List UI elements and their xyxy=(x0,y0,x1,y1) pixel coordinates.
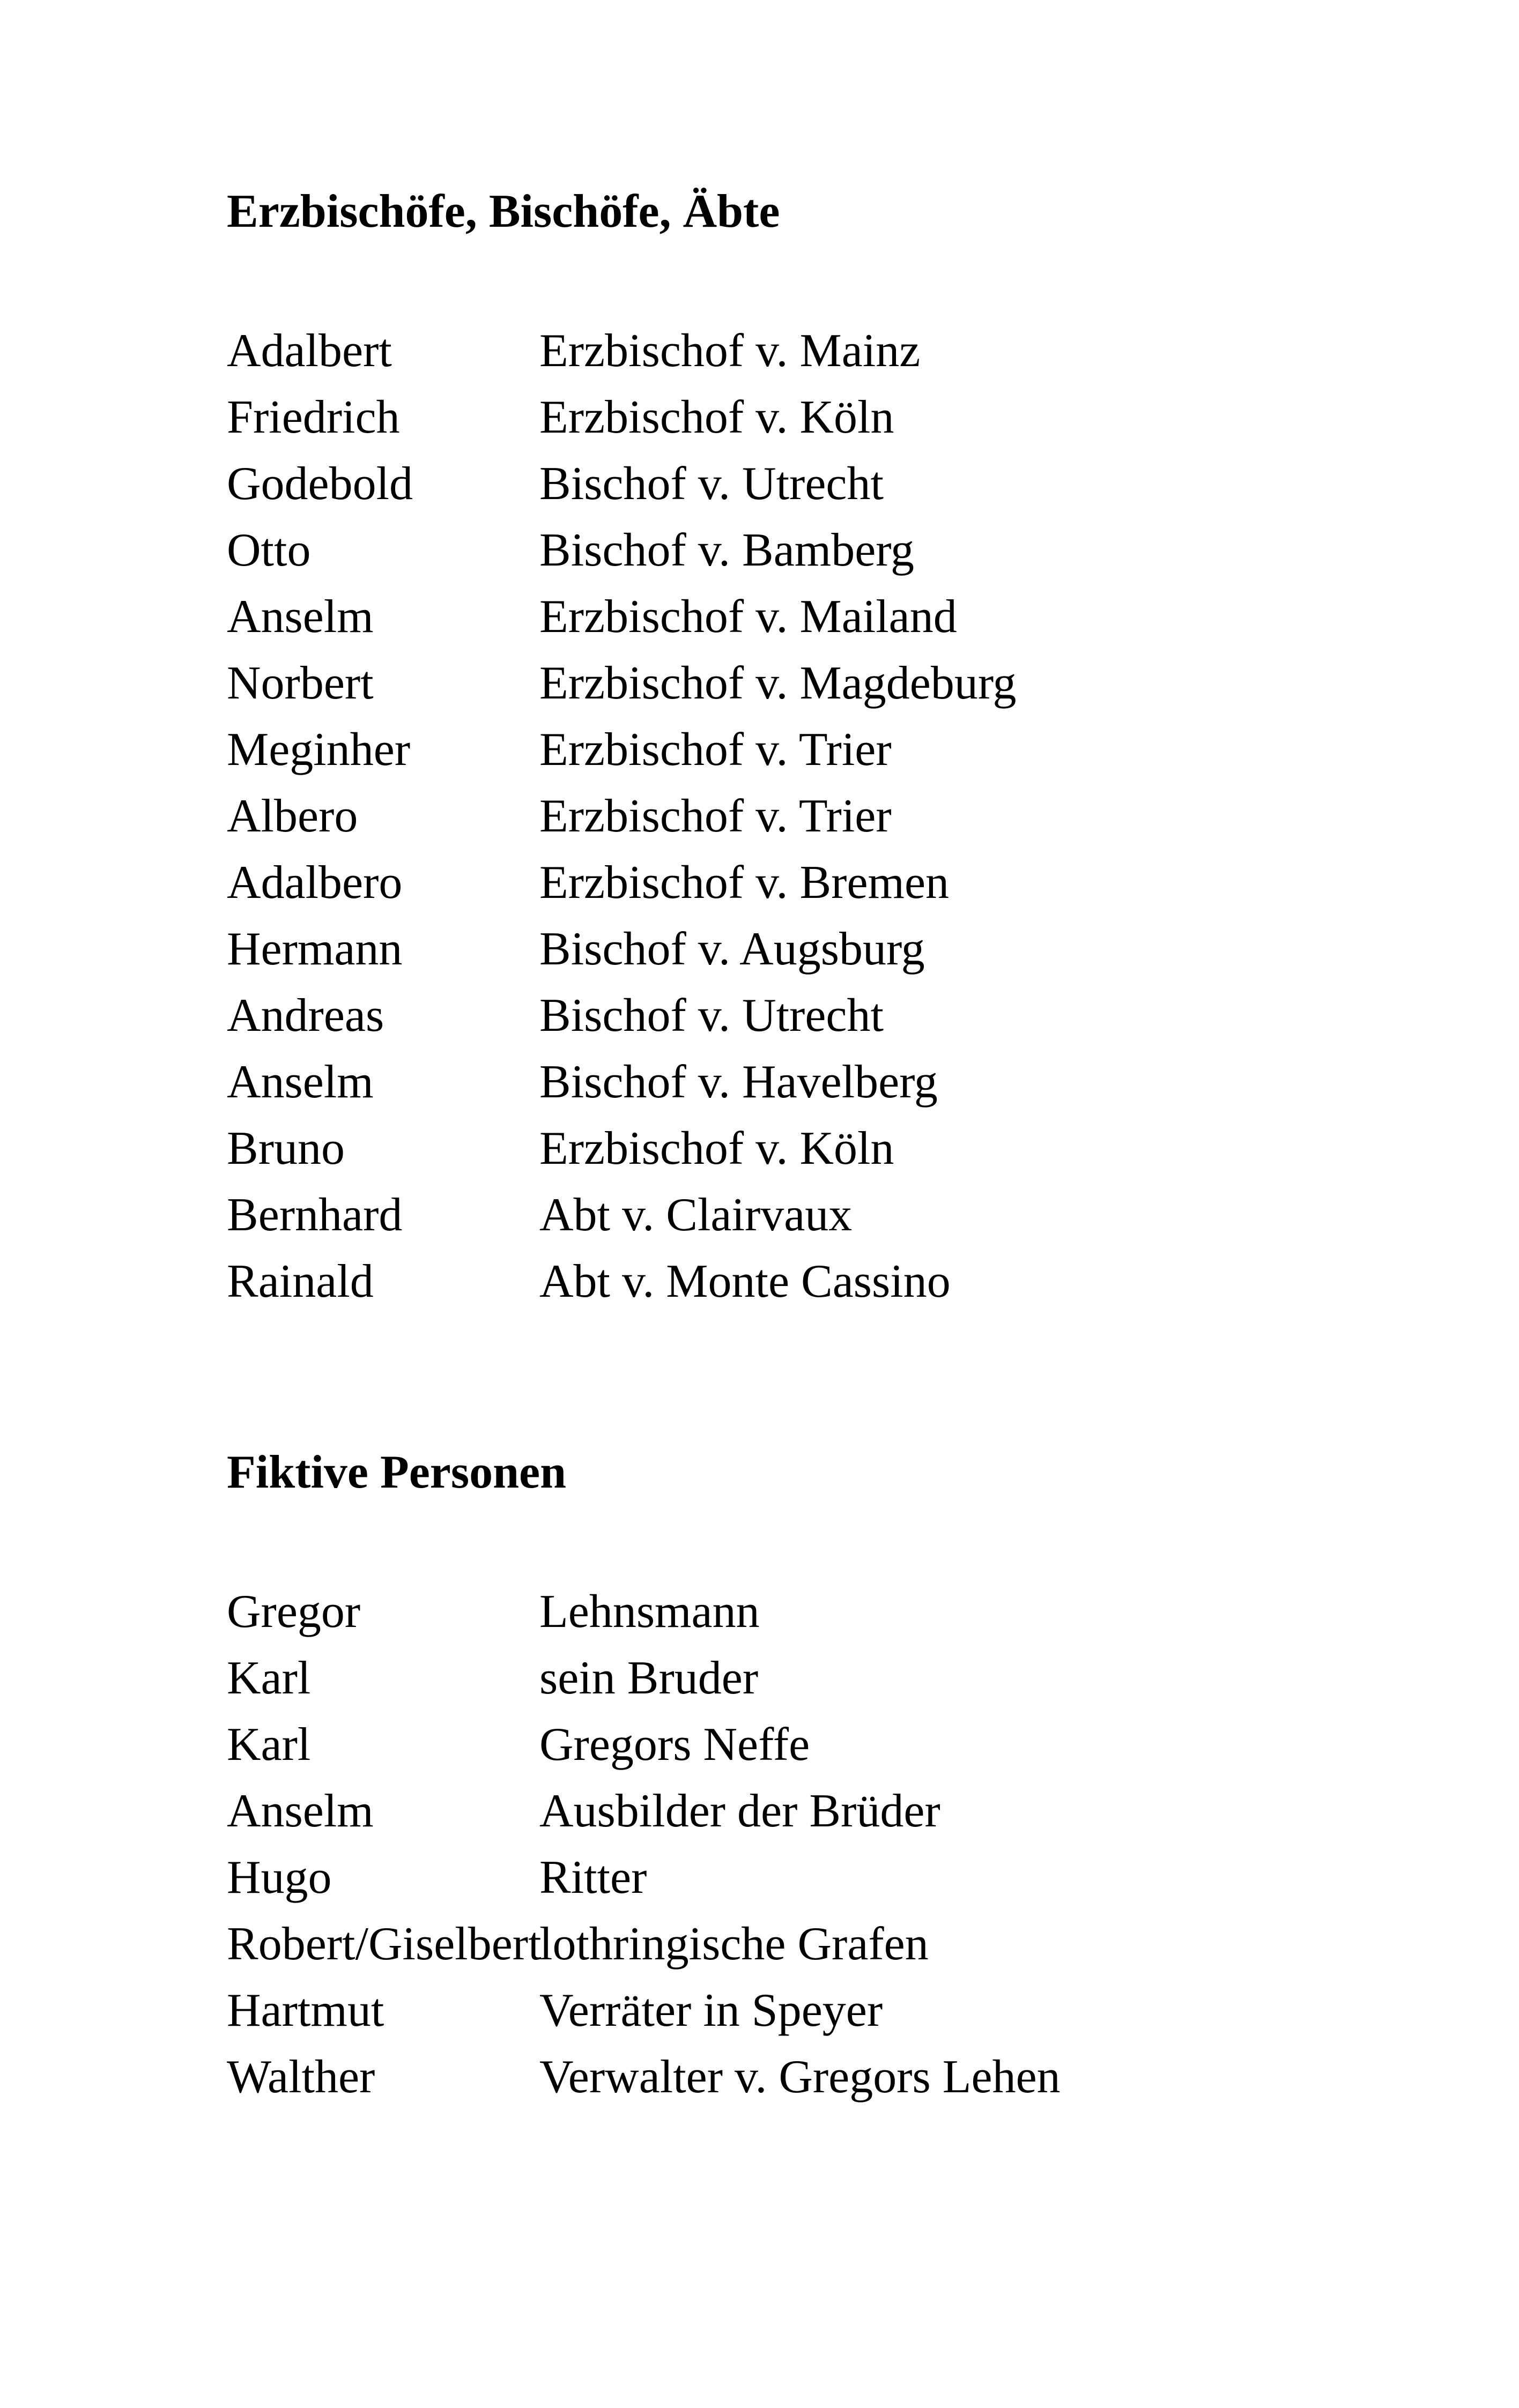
person-list xyxy=(227,318,1017,1315)
person-title: Bischof v. Augsburg xyxy=(539,923,925,975)
person-name: Walther xyxy=(227,2051,375,2103)
list-item xyxy=(227,717,1017,783)
person-title: Erzbischof v. Köln xyxy=(539,1123,894,1175)
list-item xyxy=(227,783,1017,850)
person-name: Godebold xyxy=(227,458,413,510)
person-title: Bischof v. Utrecht xyxy=(539,990,884,1042)
list-item xyxy=(227,983,1017,1049)
list-item xyxy=(227,1116,1017,1182)
person-name: Hermann xyxy=(227,923,403,975)
person-name: Hugo xyxy=(227,1852,332,1904)
list-item xyxy=(227,650,1017,717)
person-name: Anselm xyxy=(227,1785,374,1837)
person-name: Friedrich xyxy=(227,391,400,443)
person-title: Bischof v. Bamberg xyxy=(539,524,915,576)
person-title: Ausbilder der Brüder xyxy=(539,1785,940,1837)
person-title: Erzbischof v. Köln xyxy=(539,391,894,443)
list-item xyxy=(227,384,1017,451)
person-name: Bernhard xyxy=(227,1189,403,1241)
list-item xyxy=(227,1778,1061,1845)
person-title: Erzbischof v. Trier xyxy=(539,724,892,776)
person-title: Bischof v. Utrecht xyxy=(539,458,884,510)
list-item xyxy=(227,584,1017,650)
person-name: Adalbert xyxy=(227,325,392,377)
list-item xyxy=(227,1978,1061,2044)
person-name: Bruno xyxy=(227,1123,345,1175)
person-list xyxy=(227,1579,1061,2110)
section-heading: Fiktive Personen xyxy=(227,1446,567,1498)
person-name: Gregor xyxy=(227,1586,361,1638)
list-item xyxy=(227,1049,1017,1116)
person-title: Abt v. Monte Cassino xyxy=(539,1255,951,1307)
person-title: Erzbischof v. Bremen xyxy=(539,857,950,909)
person-title: Erzbischof v. Mainz xyxy=(539,325,921,377)
list-item xyxy=(227,318,1017,384)
section-clergy xyxy=(227,185,1017,1315)
person-title: Lehnsmann xyxy=(539,1586,760,1638)
person-title: Verräter in Speyer xyxy=(539,1985,883,2037)
list-item xyxy=(227,916,1017,983)
person-title: Erzbischof v. Mailand xyxy=(539,591,957,643)
list-item xyxy=(227,1911,1061,1978)
person-title: Erzbischof v. Trier xyxy=(539,790,892,842)
person-name: Karl xyxy=(227,1652,311,1704)
list-item xyxy=(227,451,1017,517)
section-heading: Erzbischöfe, Bischöfe, Äbte xyxy=(227,185,780,237)
list-item xyxy=(227,1845,1061,1911)
person-title: Gregors Neffe xyxy=(539,1719,810,1771)
list-item xyxy=(227,2044,1061,2110)
person-name: Karl xyxy=(227,1719,311,1771)
person-name: Anselm xyxy=(227,591,374,643)
list-item xyxy=(227,850,1017,916)
list-item xyxy=(227,517,1017,584)
section-fictional-persons xyxy=(227,1446,1061,2110)
list-item xyxy=(227,1579,1061,1645)
person-name: Norbert xyxy=(227,657,374,709)
list-item xyxy=(227,1182,1017,1248)
person-title: sein Bruder xyxy=(539,1652,759,1704)
person-title: Bischof v. Havelberg xyxy=(539,1056,938,1108)
list-item xyxy=(227,1712,1061,1778)
person-name: Meginher xyxy=(227,724,411,776)
person-title: lothringische Grafen xyxy=(539,1918,929,1970)
list-item xyxy=(227,1645,1061,1712)
person-title: Ritter xyxy=(539,1852,647,1904)
person-name: Hartmut xyxy=(227,1985,384,2037)
person-title: Verwalter v. Gregors Lehen xyxy=(539,2051,1061,2103)
person-name: Albero xyxy=(227,790,358,842)
person-name: Andreas xyxy=(227,990,384,1042)
person-title: Abt v. Clairvaux xyxy=(539,1189,853,1241)
person-title: Erzbischof v. Magdeburg xyxy=(539,657,1017,709)
person-name: Anselm xyxy=(227,1056,374,1108)
person-name: Robert/Giselbert xyxy=(227,1918,542,1970)
list-item xyxy=(227,1248,1017,1315)
person-name: Otto xyxy=(227,524,311,576)
person-name: Adalbero xyxy=(227,857,403,909)
person-name: Rainald xyxy=(227,1255,374,1307)
